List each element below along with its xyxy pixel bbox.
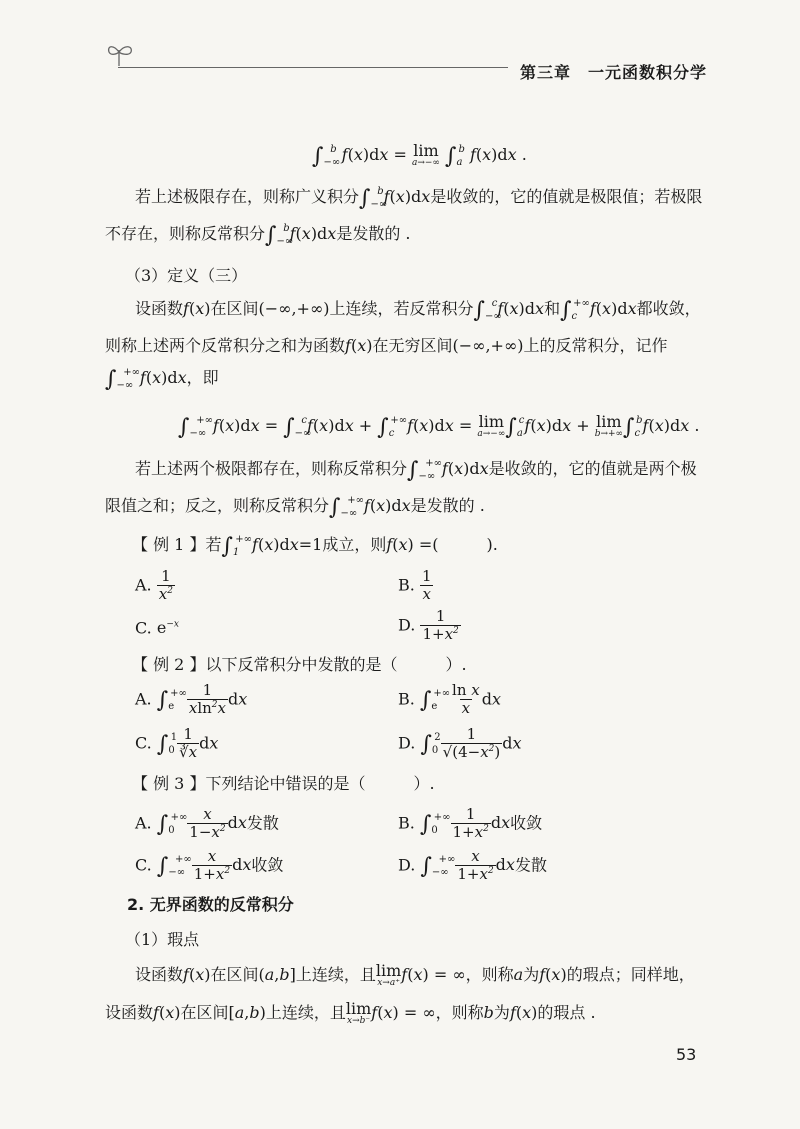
para-line-6: 若上述两个极限都存在，则称反常积分$\int_{-\infty}^{+\infty}f(x)dx$是收敛的，它的值就是两个极	[135, 458, 697, 483]
example-1-option-c: C. $e^{-x}$	[135, 618, 179, 638]
para-line-2: 不存在，则称反常积分$\int_{-\infty}^bf(x)dx$是发散的 .	[105, 223, 411, 248]
example-2-question: 【 例 2 】以下反常积分中发散的是（ ）.	[132, 655, 467, 674]
example-3-option-b: B. $\int_0^{+\infty}$ $\frac{1}{1+x^2}$ dx收敛	[398, 805, 543, 842]
example-1-option-b: B. $\frac{1}{x}$	[398, 567, 432, 604]
example-3-question: 【 例 3 】下列结论中错误的是（ ）.	[132, 774, 435, 793]
example-2-option-b: B. $\int_e^{+\infty}$ $\frac{\text{ln x}}{x}$ dx	[398, 681, 502, 718]
example-3-option-a: A. $\int_0^{+\infty}$ $\frac{x}{1-x^2}$ dx发散	[135, 805, 279, 842]
para-line-3: 设函数f(x)在区间(−∞,+∞)上连续，若反常积分$\int_{-\infty}^cf(x)dx$和$\int_c^{+\infty}f(x)dx$都收敛，	[135, 298, 701, 323]
para-line-5: $\int_{-\infty}^{+\infty}f(x)dx$，即	[105, 367, 219, 392]
example-1-option-a: A. $\frac{1}{x^2}$	[135, 567, 173, 604]
formula-improper-both: $\int_{-\infty}^{+\infty}f(x)dx = \int_{-\infty}^cf(x)dx + \int_c^{+\infty}f(x)dx$ = lim a→−∞ $\int_a^cf(x)dx$ + lim b→+∞ $\int_c^bf(x)dx$ .	[178, 412, 700, 440]
header-rule	[118, 67, 508, 68]
example-1-question: 【 例 1 】若$\int_1^{+\infty}f(x)dx=1$成立，则f(x) =( ).	[132, 534, 498, 559]
para-line-7: 限值之和；反之，则称反常积分$\int_{-\infty}^{+\infty}f(x)dx$是发散的 .	[105, 495, 485, 520]
para-line-8: 设函数f(x)在区间(a,b]上连续，且 lim x→a⁺ f(x) = ∞，则称a为f(x)的瑕点；同样地，	[135, 961, 695, 988]
example-1-option-d: D. $\frac{1}{1+x^2}$	[398, 607, 459, 644]
formula-improper-lower: $\int_{-\infty}^b$ f(x)dx = lim a→−∞ $\int_a^b$ f(x)dx .	[312, 141, 527, 169]
definition-3-heading: （3）定义（三）	[125, 266, 248, 285]
section-2-heading: 2. 无界函数的反常积分	[127, 895, 294, 914]
para-line-9: 设函数f(x)在区间[a,b)上连续，且 lim x→b⁻ f(x) = ∞，则称b为f(x)的瑕点 .	[105, 999, 596, 1026]
para-line-4: 则称上述两个反常积分之和为函数f(x)在无穷区间(−∞,+∞)上的反常积分，记作	[105, 336, 668, 355]
example-3-option-d: D. $\int_{-\infty}^{+\infty}$ $\frac{x}{1+x^2}$ dx发散	[398, 847, 547, 884]
leaf-logo-icon	[105, 40, 135, 68]
subsection-1-heading: （1）瑕点	[125, 930, 200, 949]
page-number: 53	[676, 1045, 697, 1064]
example-2-option-c: C. $\int_0^1$ $\frac{1}{∛x}$ dx	[135, 725, 219, 762]
example-2-option-d: D. $\int_0^2$ $\frac{1}{√(4-x^2)}$ dx	[398, 725, 522, 762]
para-line-1: 若上述极限存在，则称广义积分$\int_{-\infty}^bf(x)dx$是收敛的，它的值就是极限值；若极限	[135, 186, 703, 211]
chapter-title: 第三章 一元函数积分学	[520, 63, 708, 82]
example-3-option-c: C. $\int_{-\infty}^{+\infty}$ $\frac{x}{1+x^2}$ dx收敛	[135, 847, 284, 884]
example-2-option-a: A. $\int_e^{+\infty}$ $\frac{1}{xln^2x}$ dx	[135, 681, 248, 718]
